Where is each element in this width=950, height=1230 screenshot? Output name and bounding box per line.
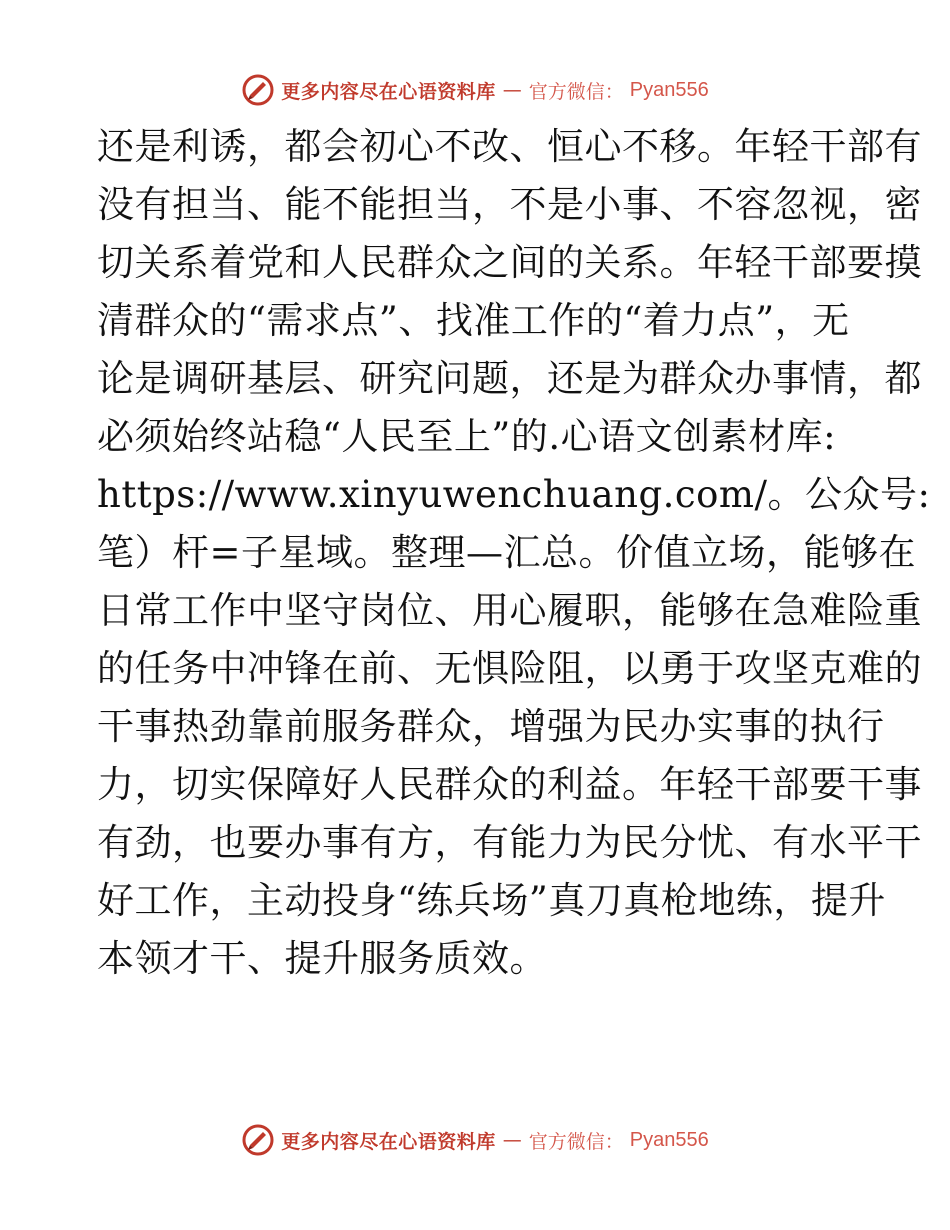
text-line: 还是利诱，都会初心不改、恒心不移。年轻干部有 bbox=[97, 125, 922, 168]
header-wechat-label: 官方微信： bbox=[528, 80, 624, 103]
footer-wechat-label: 官方微信： bbox=[528, 1130, 624, 1153]
text-line: 没有担当、能不能担当，不是小事、不容忽视，密 bbox=[97, 183, 922, 226]
text-line: 必须始终站稳“人民至上”的.心语文创素材库: bbox=[97, 415, 837, 458]
pen-circle-logo-icon bbox=[241, 1123, 275, 1157]
text-line: 本领才干、提升服务质效。 bbox=[97, 937, 547, 980]
text-line: 笔）杆=子星域。整理—汇总。价值立场，能够在 bbox=[97, 531, 917, 574]
header-banner bbox=[0, 70, 950, 110]
text-line: 有劲，也要办事有方，有能力为民分忧、有水平干 bbox=[97, 821, 922, 864]
header-brand: 更多内容尽在心语资料库 bbox=[281, 80, 496, 103]
text-line: 切关系着党和人民群众之间的关系。年轻干部要摸 bbox=[97, 241, 922, 284]
text-line: https://www.xinyuwenchuang.com/。公众号: bbox=[97, 473, 931, 516]
text-line: 好工作，主动投身“练兵场”真刀真枪地练，提升 bbox=[97, 879, 886, 922]
text-line: 的任务中冲锋在前、无惧险阻，以勇于攻坚克难的 bbox=[97, 647, 922, 690]
text-line: 力，切实保障好人民群众的利益。年轻干部要干事 bbox=[97, 763, 922, 806]
text-line: 日常工作中坚守岗位、用心履职，能够在急难险重 bbox=[97, 589, 922, 632]
footer-brand: 更多内容尽在心语资料库 bbox=[281, 1130, 496, 1153]
pen-circle-logo-icon bbox=[241, 73, 275, 107]
text-line: 干事热劲靠前服务群众，增强为民办实事的执行 bbox=[97, 705, 885, 748]
header-wechat-id: Pyan556 bbox=[629, 78, 709, 101]
document-body bbox=[97, 118, 931, 988]
text-line: 论是调研基层、研究问题，还是为群众办事情，都 bbox=[97, 357, 922, 400]
footer-wechat-id: Pyan556 bbox=[629, 1128, 709, 1151]
text-line: 清群众的“需求点”、找准工作的“着力点”，无 bbox=[97, 299, 850, 342]
footer-dash: — bbox=[502, 1129, 522, 1151]
header-dash: — bbox=[502, 79, 522, 101]
footer-banner bbox=[0, 1120, 950, 1160]
